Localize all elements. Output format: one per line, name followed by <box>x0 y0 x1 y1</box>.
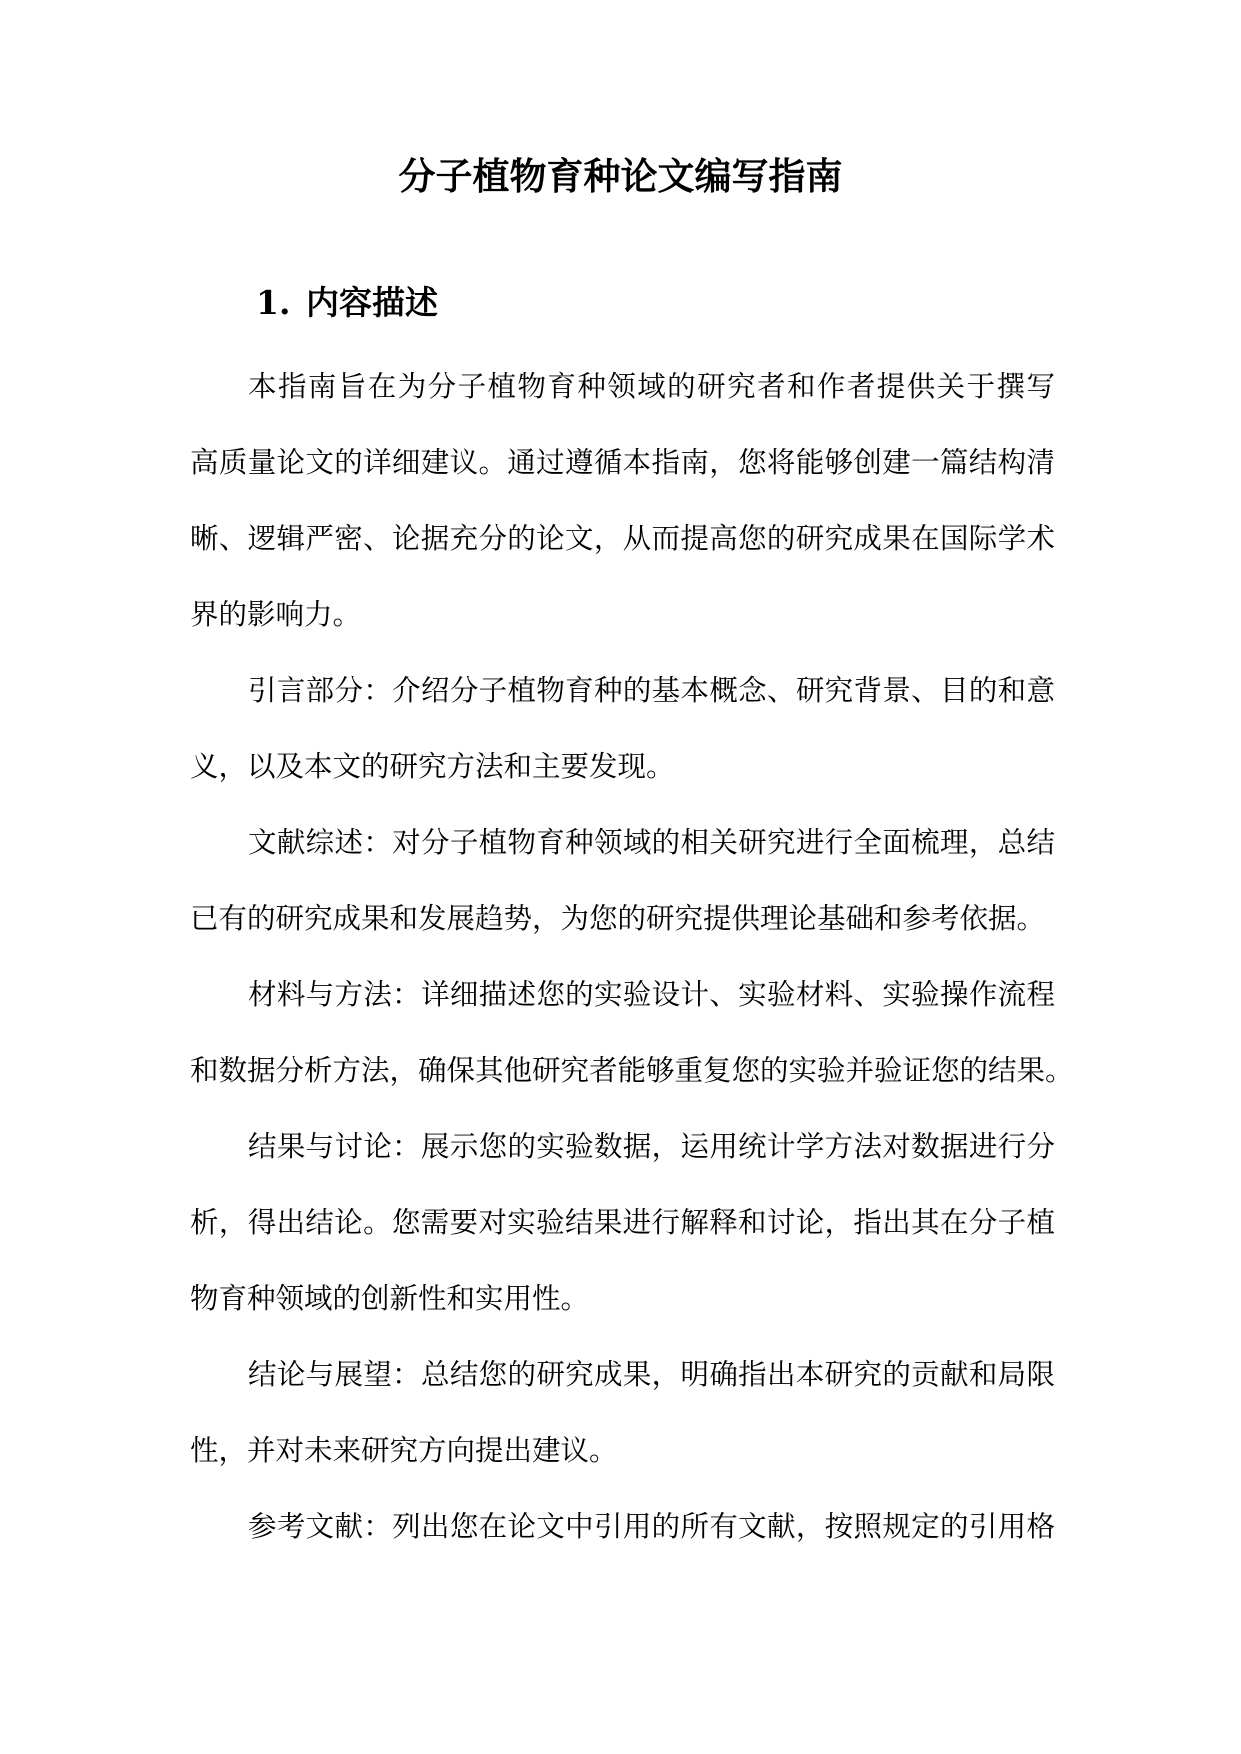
paragraph-results-discussion <box>190 1109 1055 1337</box>
paragraph-line: 本指南旨在为分子植物育种领域的研究者和作者提供关于撰写 <box>248 370 1055 403</box>
paragraph-references <box>190 1489 1055 1565</box>
paragraph-line: 晰、逻辑严密、论据充分的论文，从而提高您的研究成果在国际学术 <box>190 522 1055 555</box>
section-number: 1. <box>256 283 291 322</box>
paragraph-line: 结果与讨论：展示您的实验数据，运用统计学方法对数据进行分 <box>248 1130 1055 1163</box>
document-title: 分子植物育种论文编写指南 <box>398 155 843 198</box>
paragraph-line: 已有的研究成果和发展趋势，为您的研究提供理论基础和参考依据。 <box>190 902 1046 935</box>
paragraph-overview <box>190 349 1055 653</box>
paragraph-line: 材料与方法：详细描述您的实验设计、实验材料、实验操作流程 <box>248 978 1055 1011</box>
section-heading-text: 内容描述 <box>306 283 438 322</box>
paragraph-line: 高质量论文的详细建议。通过遵循本指南，您将能够创建一篇结构清 <box>190 446 1055 479</box>
paragraph-line: 引言部分：介绍分子植物育种的基本概念、研究背景、目的和意 <box>248 674 1055 707</box>
paragraph-literature-review <box>190 805 1055 957</box>
paragraph-line: 界的影响力。 <box>190 598 362 631</box>
section-heading <box>256 278 438 328</box>
paragraph-conclusion-outlook <box>190 1337 1055 1489</box>
paragraph-line: 性，并对未来研究方向提出建议。 <box>190 1434 618 1467</box>
paragraph-line: 析，得出结论。您需要对实验结果进行解释和讨论，指出其在分子植 <box>190 1206 1055 1239</box>
paragraph-materials-methods <box>190 957 1074 1109</box>
paragraph-line: 文献综述：对分子植物育种领域的相关研究进行全面梳理，总结 <box>248 826 1055 859</box>
paragraph-line: 结论与展望：总结您的研究成果，明确指出本研究的贡献和局限 <box>248 1358 1055 1391</box>
paragraph-line: 物育种领域的创新性和实用性。 <box>190 1282 590 1315</box>
paragraph-line: 和数据分析方法，确保其他研究者能够重复您的实验并验证您的结果。 <box>190 1054 1074 1087</box>
paragraph-introduction <box>190 653 1055 805</box>
paragraph-line: 参考文献：列出您在论文中引用的所有文献，按照规定的引用格 <box>248 1510 1055 1543</box>
body-text <box>190 349 1074 1565</box>
paragraph-line: 义，以及本文的研究方法和主要发现。 <box>190 750 675 783</box>
